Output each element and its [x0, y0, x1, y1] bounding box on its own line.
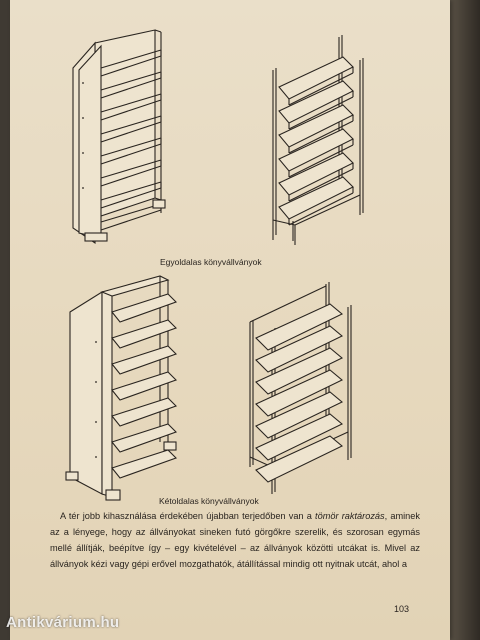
page-number: 103	[394, 604, 410, 614]
two-sided-bookshelf-frame-illustration	[242, 282, 367, 497]
book-spine-shadow	[450, 0, 480, 640]
body-paragraph	[50, 508, 420, 572]
paragraph-italic-term: tömör raktározás	[315, 511, 385, 521]
paragraph-part-2: , aminek az a lényege, hogy az állványokat sineken futó görgőkre szerelik, és szorosan egymás mellé állítják, beépítve így – egy kivételével – az állványok közötti utcákat is. Mivel az állványok kézi vagy gépi erővel mozgathatók, átállítással mindig ott nyitnak utcát, ahol a	[50, 511, 420, 569]
one-sided-bookshelf-frame-illustration	[265, 35, 375, 250]
two-sided-bookshelf-solid-illustration	[60, 272, 190, 502]
one-sided-bookshelf-solid-illustration	[65, 28, 180, 253]
caption-two-sided: Kétoldalas könyvállványok	[159, 496, 259, 506]
caption-one-sided: Egyoldalas könyvállványok	[160, 257, 262, 267]
book-page	[10, 0, 450, 640]
paragraph-part-1: A tér jobb kihasználása érdekében újabban terjedőben van a	[60, 511, 316, 521]
watermark-logo: Antikvárium.hu	[6, 614, 120, 631]
